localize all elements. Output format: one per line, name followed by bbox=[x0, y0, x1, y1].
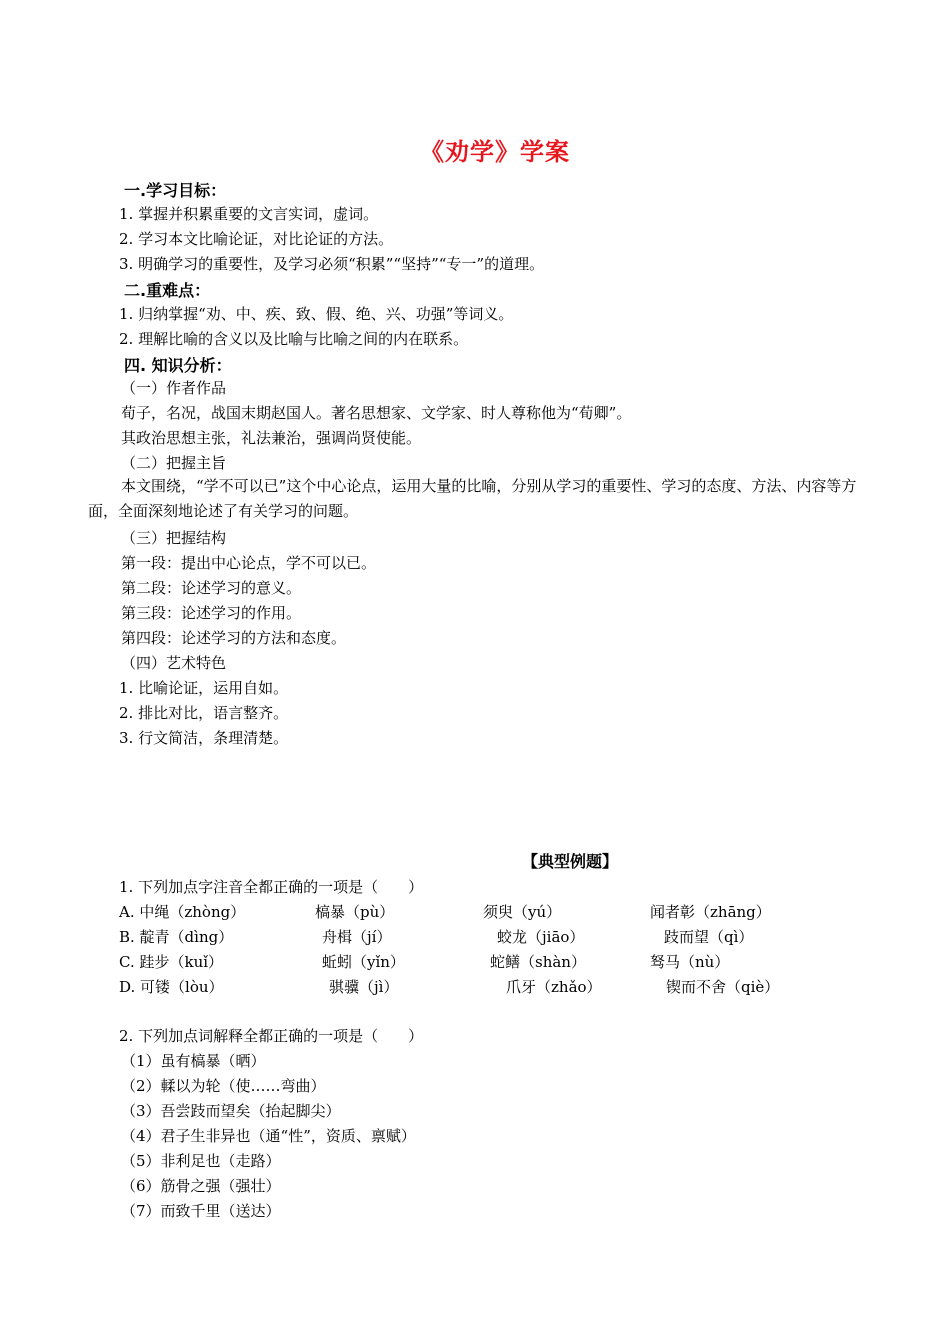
goal-item: 2. 学习本文比喻论证，对比论证的方法。 bbox=[119, 230, 394, 248]
section-analysis-heading: 四. 知识分析： bbox=[124, 356, 232, 375]
art-line: 1. 比喻论证，运用自如。 bbox=[119, 679, 289, 697]
art-heading: （四）艺术特色 bbox=[121, 654, 227, 672]
option-c-item: 蚯蚓（yǐn） bbox=[322, 953, 405, 971]
author-heading: （一）作者作品 bbox=[121, 379, 227, 397]
q2-item: （5）非利足也（走路） bbox=[121, 1152, 281, 1170]
option-d: D. 可镂（lòu） bbox=[119, 978, 224, 996]
q2-item: （4）君子生非异也（通“性”，资质、禀赋） bbox=[121, 1127, 416, 1145]
section-goals-heading: 一.学习目标： bbox=[124, 181, 227, 200]
option-a-item: 槁暴（pù） bbox=[315, 903, 395, 921]
question-2: 2. 下列加点词解释全都正确的一项是（ ） bbox=[119, 1027, 424, 1045]
keypoint-item: 1. 归纳掌握“劝、中、疾、致、假、绝、兴、功强”等词义。 bbox=[119, 305, 514, 323]
option-d-item: 骐骥（jì） bbox=[329, 978, 399, 996]
keypoint-item: 2. 理解比喻的含义以及比喻与比喻之间的内在联系。 bbox=[119, 330, 469, 348]
option-c: C. 跬步（kuǐ） bbox=[119, 953, 224, 971]
option-b-item: 舟楫（jí） bbox=[322, 928, 392, 946]
option-d-item: 锲而不舍（qiè） bbox=[666, 978, 780, 996]
section-keypoints-heading: 二.重难点： bbox=[124, 281, 211, 300]
goal-item: 1. 掌握并积累重要的文言实词，虚词。 bbox=[119, 205, 379, 223]
structure-line: 第二段：论述学习的意义。 bbox=[121, 579, 302, 597]
goal-item: 3. 明确学习的重要性，及学习必须“积累”“坚持”“专一”的道理。 bbox=[119, 255, 545, 273]
structure-line: 第四段：论述学习的方法和态度。 bbox=[121, 629, 347, 647]
option-c-item: 蛇鳝（shàn） bbox=[490, 953, 586, 971]
theme-heading: （二）把握主旨 bbox=[121, 454, 227, 472]
option-a: A. 中绳（zhòng） bbox=[119, 903, 246, 921]
option-a-item: 闻者彰（zhāng） bbox=[650, 903, 771, 921]
art-line: 3. 行文简洁，条理清楚。 bbox=[119, 729, 289, 747]
option-b-item: 跂而望（qì） bbox=[664, 928, 754, 946]
art-line: 2. 排比对比，语言整齐。 bbox=[119, 704, 289, 722]
structure-line: 第一段：提出中心论点，学不可以已。 bbox=[121, 554, 377, 572]
option-c-item: 驽马（nù） bbox=[650, 953, 730, 971]
page-title: 《劝学》学案 bbox=[420, 138, 570, 166]
question-1: 1. 下列加点字注音全都正确的一项是（ ） bbox=[119, 878, 424, 896]
examples-heading: 【典型例题】 bbox=[522, 852, 619, 871]
option-a-item: 须臾（yú） bbox=[483, 903, 562, 921]
q2-item: （6）筋骨之强（强壮） bbox=[121, 1177, 281, 1195]
option-b-item: 蛟龙（jiāo） bbox=[497, 928, 585, 946]
option-b: B. 靛青（dìng） bbox=[119, 928, 234, 946]
structure-heading: （三）把握结构 bbox=[121, 529, 227, 547]
q2-item: （1）虽有槁暴（晒） bbox=[121, 1052, 266, 1070]
author-line: 其政治思想主张，礼法兼治，强调尚贤使能。 bbox=[121, 429, 422, 447]
author-line: 荀子，名况，战国末期赵国人。著名思想家、文学家、时人尊称他为“荀卿”。 bbox=[121, 404, 632, 422]
theme-paragraph: 本文围绕，“学不可以已”这个中心论点，运用大量的比喻，分别从学习的重要性、学习的态度、方法、内容等方面，全面深刻地论述了有关学习的问题。 bbox=[88, 477, 857, 520]
structure-line: 第三段：论述学习的作用。 bbox=[121, 604, 302, 622]
q2-item: （7）而致千里（送达） bbox=[121, 1202, 281, 1220]
q2-item: （2）輮以为轮（使……弯曲） bbox=[121, 1077, 326, 1095]
q2-item: （3）吾尝跂而望矣（抬起脚尖） bbox=[121, 1102, 341, 1120]
option-d-item: 爪牙（zhǎo） bbox=[506, 978, 602, 996]
